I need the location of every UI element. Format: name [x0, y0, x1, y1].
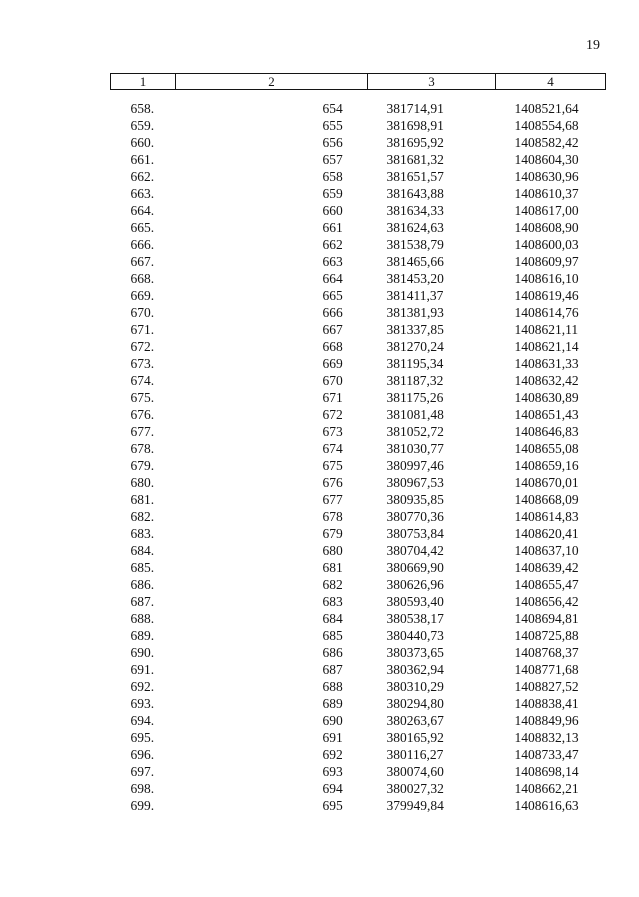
- header-col-2: 2: [176, 74, 368, 90]
- header-col-1: 1: [111, 74, 176, 90]
- table-row: [111, 423, 606, 440]
- table-row: [111, 474, 606, 491]
- coordinate-x: 381681,32: [386, 152, 444, 167]
- point-number: 685: [322, 628, 343, 643]
- point-number: 669: [322, 356, 343, 371]
- point-number: 692: [322, 747, 343, 762]
- row-number: 685.: [130, 560, 155, 575]
- table-row: [111, 542, 606, 559]
- coordinate-x: 380593,40: [386, 594, 444, 609]
- row-number: 662.: [130, 169, 155, 184]
- coordinate-y: 1408656,42: [514, 594, 579, 609]
- point-number: 663: [322, 254, 343, 269]
- point-number: 682: [322, 577, 343, 592]
- point-number: 676: [322, 475, 343, 490]
- table-row: [111, 457, 606, 474]
- coordinate-x: 381411,37: [386, 288, 444, 303]
- point-number: 690: [322, 713, 343, 728]
- coordinate-x: 380669,90: [386, 560, 444, 575]
- table-row: [111, 746, 606, 763]
- coordinate-x: 380294,80: [386, 696, 444, 711]
- row-number: 681.: [130, 492, 155, 507]
- coordinate-x: 380538,17: [386, 611, 444, 626]
- row-number: 682.: [130, 509, 155, 524]
- row-number: 675.: [130, 390, 155, 405]
- table-row: [111, 168, 606, 185]
- coordinate-x: 381081,48: [386, 407, 444, 422]
- table-row: [111, 185, 606, 202]
- table-row: [111, 712, 606, 729]
- coordinate-x: 381187,32: [386, 373, 444, 388]
- table-row: [111, 508, 606, 525]
- point-number: 673: [322, 424, 343, 439]
- point-number: 654: [322, 101, 343, 116]
- table-row: [111, 270, 606, 287]
- coordinate-y: 1408620,41: [514, 526, 579, 541]
- coordinate-y: 1408631,33: [514, 356, 579, 371]
- coordinate-x: 380263,67: [386, 713, 444, 728]
- point-number: 683: [322, 594, 343, 609]
- header-col-3: 3: [368, 74, 496, 90]
- row-number: 666.: [130, 237, 155, 252]
- table-row: [111, 610, 606, 627]
- coordinate-y: 1408849,96: [514, 713, 579, 728]
- coordinate-y: 1408659,16: [514, 458, 579, 473]
- coordinate-y: 1408554,68: [514, 118, 579, 133]
- point-number: 684: [322, 611, 343, 626]
- table-row: [111, 780, 606, 797]
- table-row: [111, 559, 606, 576]
- point-number: 695: [322, 798, 343, 813]
- row-number: 695.: [130, 730, 155, 745]
- point-number: 670: [322, 373, 343, 388]
- row-number: 686.: [130, 577, 155, 592]
- row-number: 664.: [130, 203, 155, 218]
- coordinate-x: 380935,85: [386, 492, 444, 507]
- header-col-4: 4: [496, 74, 606, 90]
- coordinate-y: 1408827,52: [514, 679, 579, 694]
- coordinate-x: 380116,27: [386, 747, 444, 762]
- coordinate-y: 1408614,83: [514, 509, 579, 524]
- table-row: [111, 763, 606, 780]
- table-row: [111, 151, 606, 168]
- table-row: [111, 661, 606, 678]
- coordinate-x: 381195,34: [386, 356, 444, 371]
- coordinate-y: 1408600,03: [514, 237, 579, 252]
- table-row: [111, 253, 606, 270]
- point-number: 665: [322, 288, 343, 303]
- coordinate-x: 381714,91: [386, 101, 444, 116]
- table-row: [111, 695, 606, 712]
- coordinate-x: 381052,72: [386, 424, 444, 439]
- point-number: 691: [322, 730, 343, 745]
- coordinate-x: 381538,79: [386, 237, 444, 252]
- coordinate-x: 380967,53: [386, 475, 444, 490]
- row-number: 672.: [130, 339, 155, 354]
- table-row: [111, 389, 606, 406]
- table-row: [111, 678, 606, 695]
- coordinate-x: 381270,24: [386, 339, 444, 354]
- header-row: [111, 74, 606, 90]
- table-row: [111, 644, 606, 661]
- table-row: [111, 729, 606, 746]
- coordinate-y: 1408832,13: [514, 730, 579, 745]
- table-row: [111, 304, 606, 321]
- point-number: 675: [322, 458, 343, 473]
- coordinate-x: 380027,32: [386, 781, 444, 796]
- coordinate-x: 381624,63: [386, 220, 444, 235]
- point-number: 655: [322, 118, 343, 133]
- coordinate-y: 1408771,68: [514, 662, 579, 677]
- table-row: [111, 576, 606, 593]
- table-row: [111, 627, 606, 644]
- row-number: 659.: [130, 118, 155, 133]
- row-number: 698.: [130, 781, 155, 796]
- point-number: 677: [322, 492, 343, 507]
- row-number: 674.: [130, 373, 155, 388]
- table-row: [111, 525, 606, 542]
- table-row: [111, 338, 606, 355]
- row-number: 688.: [130, 611, 155, 626]
- coordinate-x: 380373,65: [386, 645, 444, 660]
- point-number: 668: [322, 339, 343, 354]
- row-number: 668.: [130, 271, 155, 286]
- table-header: [111, 74, 606, 101]
- coordinate-x: 381381,93: [386, 305, 444, 320]
- coordinate-y: 1408619,46: [514, 288, 579, 303]
- coordinate-x: 381698,91: [386, 118, 444, 133]
- coordinate-y: 1408609,97: [514, 254, 579, 269]
- coordinate-y: 1408582,42: [514, 135, 579, 150]
- row-number: 684.: [130, 543, 155, 558]
- point-number: 679: [322, 526, 343, 541]
- coordinate-y: 1408655,08: [514, 441, 579, 456]
- row-number: 673.: [130, 356, 155, 371]
- point-number: 694: [322, 781, 343, 796]
- row-number: 679.: [130, 458, 155, 473]
- coordinate-y: 1408521,64: [514, 101, 579, 116]
- coordinate-x: 380165,92: [386, 730, 444, 745]
- row-number: 678.: [130, 441, 155, 456]
- point-number: 662: [322, 237, 343, 252]
- point-number: 658: [322, 169, 343, 184]
- point-number: 672: [322, 407, 343, 422]
- row-number: 694.: [130, 713, 155, 728]
- coordinate-x: 381175,26: [386, 390, 444, 405]
- point-number: 659: [322, 186, 343, 201]
- table-row: [111, 287, 606, 304]
- coordinate-y: 1408651,43: [514, 407, 579, 422]
- row-number: 671.: [130, 322, 155, 337]
- coordinate-y: 1408639,42: [514, 560, 579, 575]
- coordinate-x: 381634,33: [386, 203, 444, 218]
- table-row: [111, 219, 606, 236]
- coordinate-y: 1408838,41: [514, 696, 579, 711]
- row-number: 699.: [130, 798, 155, 813]
- row-number: 683.: [130, 526, 155, 541]
- point-number: 667: [322, 322, 343, 337]
- coordinate-y: 1408662,21: [514, 781, 579, 796]
- row-number: 663.: [130, 186, 155, 201]
- coordinate-y: 1408694,81: [514, 611, 579, 626]
- coordinate-y: 1408670,01: [514, 475, 579, 490]
- coordinate-x: 380997,46: [386, 458, 444, 473]
- table-row: [111, 100, 606, 117]
- coordinate-x: 381030,77: [386, 441, 444, 456]
- point-number: 661: [322, 220, 343, 235]
- coordinate-x: 380310,29: [386, 679, 444, 694]
- coordinate-x: 380753,84: [386, 526, 444, 541]
- coordinate-y: 1408655,47: [514, 577, 579, 592]
- coordinate-x: 380362,94: [386, 662, 444, 677]
- coordinate-x: 380440,73: [386, 628, 444, 643]
- coordinate-y: 1408608,90: [514, 220, 579, 235]
- table-row: [111, 355, 606, 372]
- table-row: [111, 321, 606, 338]
- row-number: 697.: [130, 764, 155, 779]
- table-row: [111, 593, 606, 610]
- coordinate-y: 1408616,63: [514, 798, 579, 813]
- point-number: 657: [322, 152, 343, 167]
- coordinate-y: 1408630,89: [514, 390, 579, 405]
- coordinate-x: 379949,84: [386, 798, 444, 813]
- row-number: 693.: [130, 696, 155, 711]
- coordinate-y: 1408610,37: [514, 186, 579, 201]
- row-number: 687.: [130, 594, 155, 609]
- coordinate-y: 1408632,42: [514, 373, 579, 388]
- table-row: [111, 406, 606, 423]
- coordinate-y: 1408698,14: [514, 764, 579, 779]
- coordinate-x: 381453,20: [386, 271, 444, 286]
- row-number: 689.: [130, 628, 155, 643]
- coordinate-y: 1408733,47: [514, 747, 579, 762]
- coordinate-x: 381337,85: [386, 322, 444, 337]
- point-number: 656: [322, 135, 343, 150]
- row-number: 669.: [130, 288, 155, 303]
- coordinate-x: 380770,36: [386, 509, 444, 524]
- coordinate-y: 1408616,10: [514, 271, 579, 286]
- row-number: 660.: [130, 135, 155, 150]
- point-number: 687: [322, 662, 343, 677]
- table-row: [111, 236, 606, 253]
- row-number: 680.: [130, 475, 155, 490]
- table-row: [111, 797, 606, 814]
- point-number: 681: [322, 560, 343, 575]
- point-number: 689: [322, 696, 343, 711]
- point-number: 664: [322, 271, 343, 286]
- coordinate-y: 1408614,76: [514, 305, 579, 320]
- point-number: 680: [322, 543, 343, 558]
- coordinate-y: 1408621,11: [514, 322, 579, 337]
- coordinate-y: 1408646,83: [514, 424, 579, 439]
- table-row: [111, 134, 606, 151]
- page-number: 19: [586, 38, 600, 53]
- row-number: 696.: [130, 747, 155, 762]
- row-number: 676.: [130, 407, 155, 422]
- row-number: 661.: [130, 152, 155, 167]
- table-row: [111, 202, 606, 219]
- coordinate-x: 381651,57: [386, 169, 444, 184]
- coordinate-y: 1408617,00: [514, 203, 579, 218]
- point-number: 671: [322, 390, 343, 405]
- coordinate-y: 1408621,14: [514, 339, 579, 354]
- table-body: [111, 100, 606, 814]
- coordinate-x: 380074,60: [386, 764, 444, 779]
- coordinate-y: 1408637,10: [514, 543, 579, 558]
- coordinate-y: 1408668,09: [514, 492, 579, 507]
- point-number: 678: [322, 509, 343, 524]
- coordinates-table: [110, 73, 606, 814]
- coordinate-x: 381465,66: [386, 254, 444, 269]
- row-number: 690.: [130, 645, 155, 660]
- table-row: [111, 491, 606, 508]
- row-number: 670.: [130, 305, 155, 320]
- point-number: 688: [322, 679, 343, 694]
- point-number: 693: [322, 764, 343, 779]
- row-number: 692.: [130, 679, 155, 694]
- coordinate-x: 380704,42: [386, 543, 444, 558]
- point-number: 674: [322, 441, 343, 456]
- table-row: [111, 440, 606, 457]
- coordinate-y: 1408604,30: [514, 152, 579, 167]
- row-number: 667.: [130, 254, 155, 269]
- coordinate-x: 381643,88: [386, 186, 444, 201]
- row-number: 677.: [130, 424, 155, 439]
- coordinate-y: 1408725,88: [514, 628, 579, 643]
- point-number: 660: [322, 203, 343, 218]
- point-number: 686: [322, 645, 343, 660]
- coordinate-y: 1408630,96: [514, 169, 579, 184]
- table-row: [111, 117, 606, 134]
- row-number: 658.: [130, 101, 155, 116]
- coordinate-x: 380626,96: [386, 577, 444, 592]
- table-row: [111, 372, 606, 389]
- row-number: 665.: [130, 220, 155, 235]
- row-number: 691.: [130, 662, 155, 677]
- coordinate-x: 381695,92: [386, 135, 444, 150]
- coordinate-y: 1408768,37: [514, 645, 579, 660]
- point-number: 666: [322, 305, 343, 320]
